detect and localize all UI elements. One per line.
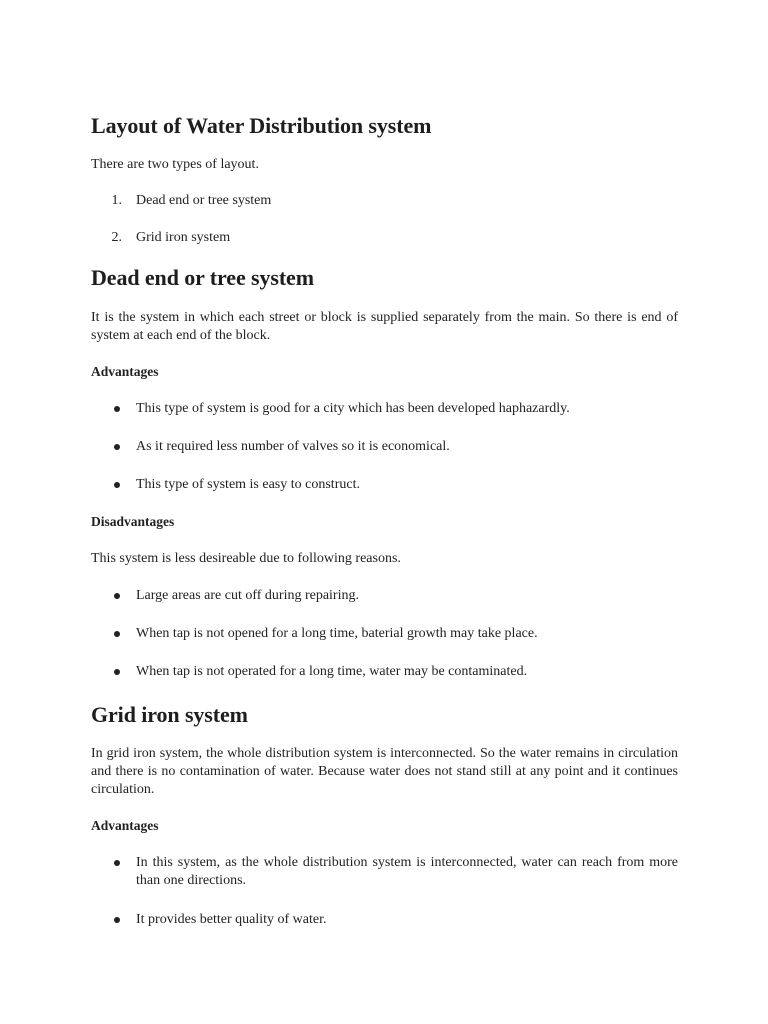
disadvantages-intro: This system is less desireable due to following reasons. — [91, 551, 401, 566]
intro-text: There are two types of layout. — [91, 157, 259, 172]
list-item: In this system, as the whole distribution system is interconnected, water can reach from more than one directions. — [136, 855, 678, 888]
list-item: Grid iron system — [136, 230, 231, 245]
grid-iron-heading: Grid iron system — [91, 702, 248, 727]
list-item: This type of system is good for a city which has been developed haphazardly. — [136, 401, 570, 416]
list-item: This type of system is easy to construct. — [136, 477, 360, 492]
list-number: 2. — [111, 230, 122, 245]
grid-iron-advantages-heading: Advantages — [91, 818, 159, 833]
dead-end-description: It is the system in which each street or block is supplied separately from the main. So there is end of system at each end of the block. — [91, 310, 678, 343]
bullet-icon — [114, 482, 120, 488]
list-item: Large areas are cut off during repairing. — [136, 588, 359, 603]
bullet-icon — [114, 669, 120, 675]
bullet-icon — [114, 444, 120, 450]
bullet-icon — [114, 593, 120, 599]
bullet-icon — [114, 917, 120, 923]
dead-end-heading: Dead end or tree system — [91, 265, 314, 290]
page-title: Layout of Water Distribution system — [91, 113, 432, 138]
dead-end-disadvantages-heading: Disadvantages — [91, 514, 175, 529]
list-item: When tap is not operated for a long time, water may be contaminated. — [136, 664, 528, 679]
list-item: As it required less number of valves so it is economical. — [136, 439, 450, 454]
dead-end-advantages-heading: Advantages — [91, 364, 159, 379]
bullet-icon — [114, 631, 120, 637]
bullet-icon — [114, 406, 120, 412]
list-item: When tap is not opened for a long time, baterial growth may take place. — [136, 626, 538, 641]
list-item: It provides better quality of water. — [136, 912, 327, 927]
grid-iron-description: In grid iron system, the whole distribution system is interconnected. So the water remains in circulation and there is no contamination of water. Because water does not stand still at any point and it continues circulation. — [91, 746, 678, 797]
list-item: Dead end or tree system — [136, 193, 272, 208]
list-number: 1. — [111, 193, 122, 208]
bullet-icon — [114, 860, 120, 866]
